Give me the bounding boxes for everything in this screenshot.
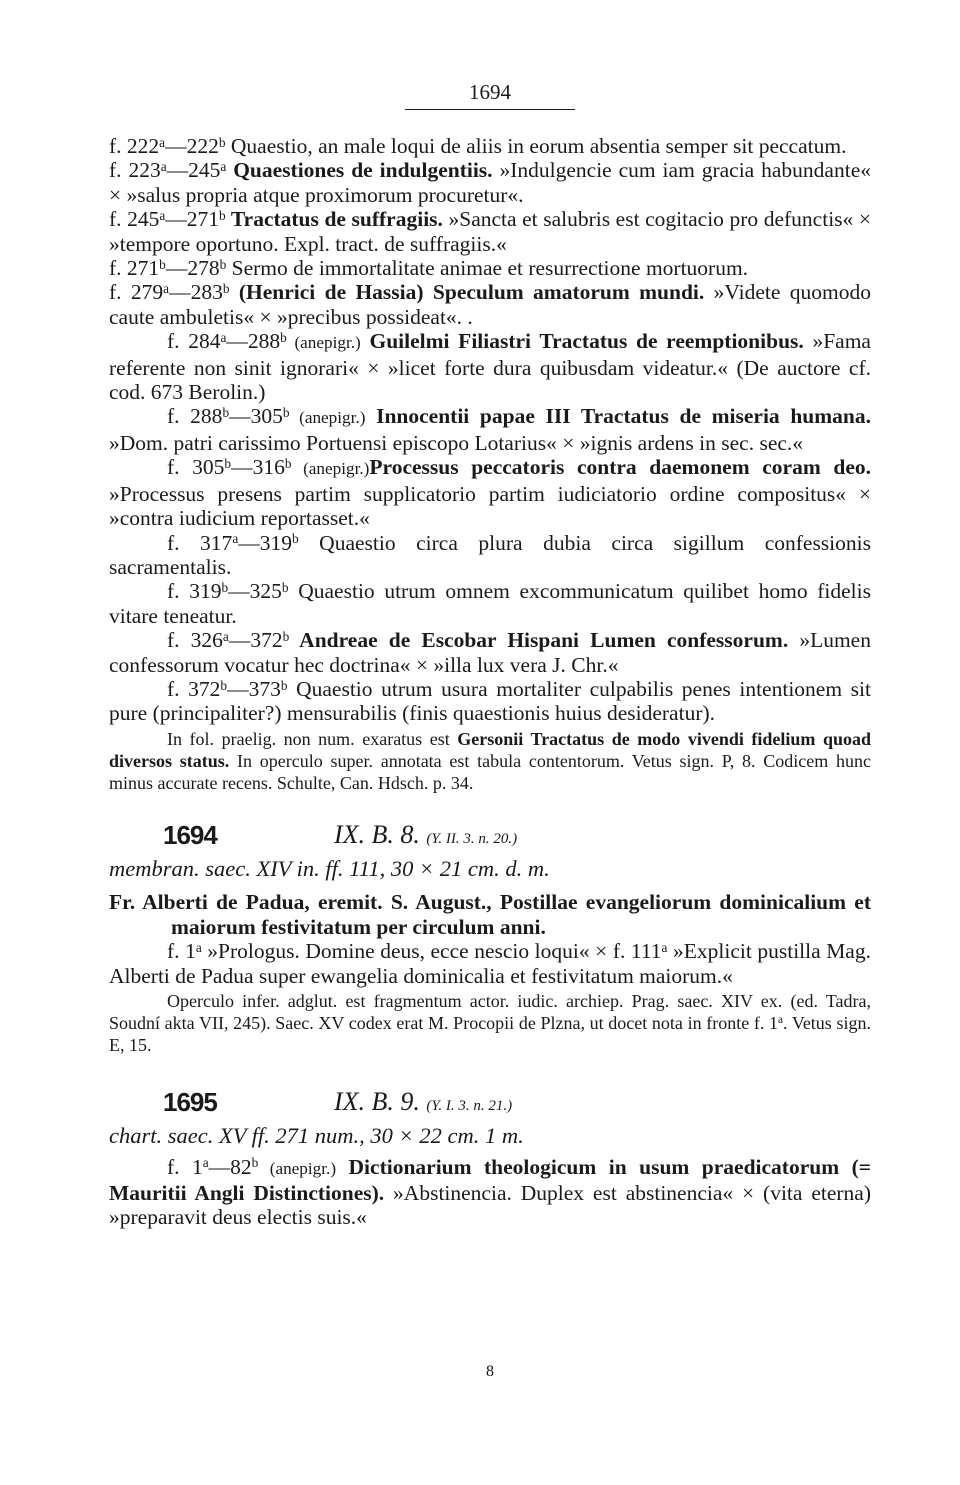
folio-entry: f. 245$^a$—271$^b$ Tractatus de suffragiis. »Sancta et salubris est cogitacio pro defunctis« × »tempore oportuno. Expl. tract. de suffragiis.« (109, 207, 871, 256)
entries-group-a (109, 134, 871, 329)
folio-entry: f. 305$^b$—316$^b$ (anepigr.)Processus peccatoris contra daemonem coram deo. »Processus presens partim supplicatorio partim iudiciatorio ordine compositus« × »contra iudicium reportasset.« (109, 455, 871, 531)
folio-entry: f. 222$^a$—222$^b$ Quaestio, an male loqui de aliis in eorum absentia semper sit peccatum. (109, 134, 847, 158)
shelfmark: IX. B. 8. (Y. II. 3. n. 20.) (334, 820, 518, 850)
codex-1694-description: membran. saec. XIV in. ff. 111, 30 × 21 cm. d. m. (109, 856, 550, 882)
signature-mark: 8 (486, 1363, 494, 1380)
shelfmark: IX. B. 9. (Y. I. 3. n. 21.) (334, 1086, 513, 1116)
folio-entry: f. 223$^a$—245$^a$ Quaestiones de indulgentiis. »Indulgencie cum iam gracia habundante« × »salus propria atque proximorum procuretur«. (109, 158, 871, 207)
codex-1694-entry: f. 1$^a$ »Prologus. Domine deus, ecce nescio loqui« × f. 111$^a$ »Explicit pustilla Mag. Alberti de Padua super ewangelia dominicalia et festivitatum maiorum.« (109, 939, 871, 988)
codex-1694-heading (109, 820, 871, 856)
folio-entry: f. 271$^b$—278$^b$ Sermo de immortalitate animae et resurrectione mortuorum. (109, 256, 749, 281)
codex-1695-heading (109, 1087, 871, 1123)
folio-entry: f. 288$^b$—305$^b$ (anepigr.) Innocentii papae III Tractatus de miseria humana. »Dom. patri carissimo Portuensi episcopo Lotarius« × »ignis ardens in sec. sec.« (109, 404, 871, 455)
entries-group-b (109, 329, 871, 530)
codex-1695-entry: f. 1$^a$—82$^b$ (anepigr.) Dictionarium theologicum in usum praedicatorum (= Mauritii Angli Distinctiones). »Abstinencia. Duplex est abstinencia« × (vita eterna) »preparavit deus electis suis.« (109, 1154, 871, 1230)
folio-entry: f. 317$^a$—319$^b$ Quaestio circa plura dubia circa sigillum confessionis sacramentalis. (109, 530, 871, 579)
codex-1694-title: Fr. Alberti de Padua, eremit. S. August., Postillae evangeliorum dominicalium et maiorum festivitatum per circulum anni. (109, 890, 871, 939)
entries-group-c (109, 531, 871, 726)
folio-entry: f. 319$^b$—325$^b$ Quaestio utrum omnem excommunicatum quilibet homo fidelis vitare teneatur. (109, 579, 871, 628)
codex-1693-note: In fol. praelig. non num. exaratus est Gersonii Tractatus de modo vivendi fidelium quoad diversos status. In operculo super. annotata est tabula contentorum. Vetus sign. P, 8. Codicem hunc minus accurate recens. Schulte, Can. Hdsch. p. 34. (109, 728, 871, 794)
folio-entry: f. 284$^a$—288$^b$ (anepigr.) Guilelmi Filiastri Tractatus de reemptionibus. »Fama referente non sinit ignorari« × »licet forte dura quibusdam videatur.« (De auctore cf. cod. 673 Berolin.) (109, 329, 871, 405)
folio-entry: f. 279$^a$—283$^b$ (Henrici de Hassia) Speculum amatorum mundi. »Videte quomodo caute ambuletis« × »precibus possideat«. . (109, 280, 871, 329)
folio-entry: f. 326$^a$—372$^b$ Andreae de Escobar Hispani Lumen confessorum. »Lumen confessorum vocatur hec doctrina« × »illa lux vera J. Chr.« (109, 628, 871, 677)
codex-number: 1695 (163, 1086, 217, 1117)
folio-entry: f. 372$^b$—373$^b$ Quaestio utrum usura mortaliter culpabilis penes intentionem sit pure (principaliter?) mensurabilis (finis quaestionis huius desideratur). (109, 676, 871, 726)
running-header-page-number: 1694 (405, 80, 575, 110)
codex-1695-description: chart. saec. XV ff. 271 num., 30 × 22 cm. 1 m. (109, 1122, 524, 1148)
catalogue-body (109, 134, 871, 1230)
codex-number: 1694 (163, 820, 217, 851)
codex-1694-note: Operculo infer. adglut. est fragmentum actor. iudic. archiep. Prag. saec. XIV ex. (ed. Tadra, Soudní akta VII, 245). Saec. XV codex erat M. Procopii de Plzna, ut docet nota in fronte f. 1$^a$. Vetus sign. E, 15. (109, 990, 871, 1056)
